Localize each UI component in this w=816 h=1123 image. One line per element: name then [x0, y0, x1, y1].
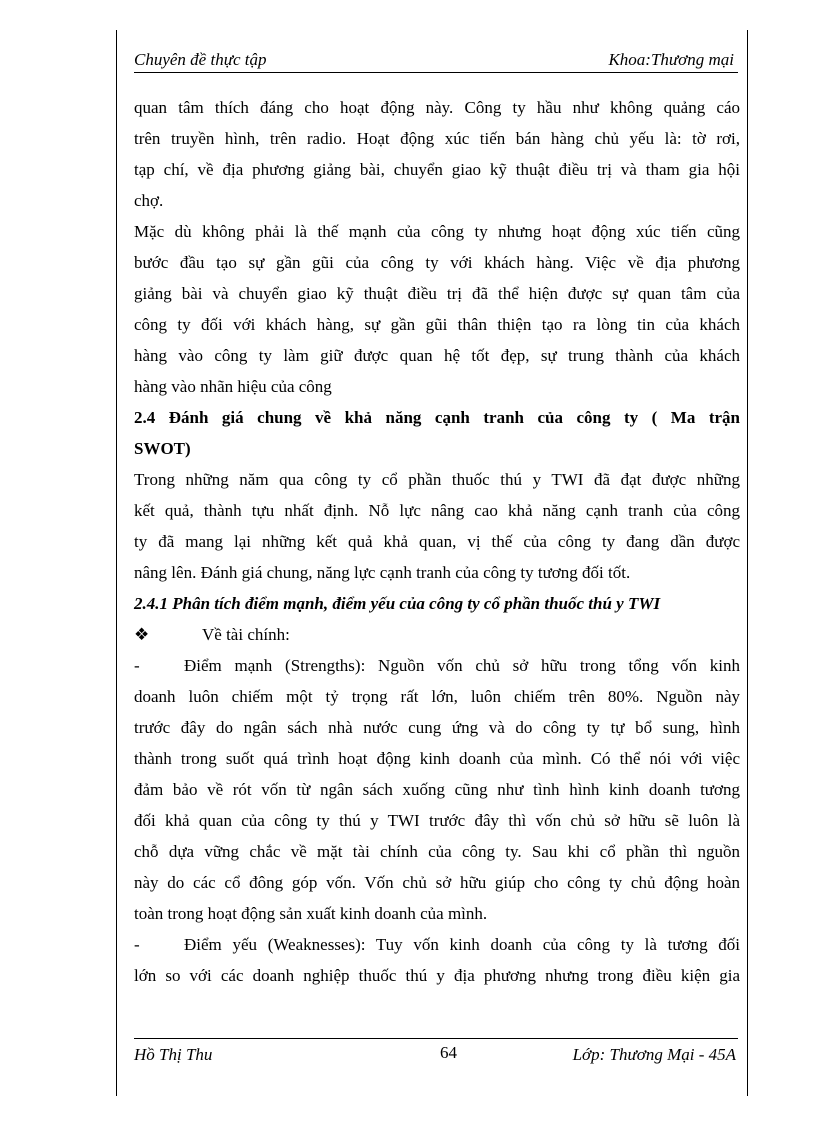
text-line: đối khả quan của công ty thú y TWI trước đây thì vốn chủ sở hữu sẽ luôn là [134, 811, 740, 830]
text-line: trước đây do ngân sách nhà nước cung ứng và do công ty tự bổ sung, hình [134, 718, 740, 737]
paragraph-strengths [134, 650, 740, 929]
text-line: kết quả, thành tựu nhất định. Nỗ lực nâng cao khả năng cạnh tranh của công [134, 501, 740, 520]
header-title: Chuyên đề thực tập [134, 50, 267, 69]
text-line: lớn so với các doanh nghiệp thuốc thú y địa phương nhưng trong điều kiện gia [134, 966, 740, 985]
paragraph-closeness [134, 216, 740, 402]
page-footer [134, 1038, 738, 1067]
text-line-content: Điểm yếu (Weaknesses): Tuy vốn kinh doanh của công ty là tương đối [184, 935, 740, 954]
text-line: giảng bài và chuyển giao kỹ thuật điều trị đã thể hiện được sự quan tâm của [134, 284, 740, 303]
text-line: Mặc dù không phải là thế mạnh của công ty nhưng hoạt động xúc tiến cũng [134, 222, 740, 241]
diamond-bullet-icon: ❖ [134, 625, 150, 644]
text-line: nâng lên. Đánh giá chung, năng lực cạnh tranh của công ty tương đối tốt. [134, 563, 631, 582]
text-line: này do các cổ đông góp vốn. Vốn chủ sở hữu giúp cho công ty chủ động hoàn [134, 873, 740, 892]
text-line: doanh luôn chiếm một tỷ trọng rất lớn, luôn chiếm trên 80%. Nguồn này [134, 687, 740, 706]
dash-marker: - [134, 935, 140, 954]
text-line: tạp chí, về địa phương giảng bài, chuyển giao kỹ thuật điều trị và tham gia hội [134, 160, 740, 179]
header-faculty: Khoa:Thương mại [608, 50, 734, 69]
text-line: hàng vào công ty làm giữ được quan hệ tốt đẹp, sự trung thành của khách [134, 346, 740, 365]
bullet-text: Về tài chính: [202, 625, 290, 644]
footer-author: Hồ Thị Thu [134, 1045, 213, 1064]
page-number: 64 [440, 1043, 457, 1062]
text-line: toàn trong hoạt động sản xuất kinh doanh của mình. [134, 904, 488, 923]
dash-marker: - [134, 656, 140, 675]
heading-line: SWOT) [134, 439, 191, 458]
text-line: ty đã mang lại những kết quả khả quan, vị thế của công ty đang dần được [134, 532, 740, 551]
text-line: quan tâm thích đáng cho hoạt động này. Công ty hầu như không quảng cáo [134, 98, 740, 117]
text-line [134, 929, 740, 960]
paragraph-evaluation [134, 464, 740, 588]
section-heading [134, 402, 740, 464]
text-line: trên truyền hình, trên radio. Hoạt động xúc tiến bán hàng chủ yếu là: tờ rơi, [134, 129, 740, 148]
text-line: công ty đối với khách hàng, sự gần gũi thân thiện tạo ra lòng tin của khách [134, 315, 740, 334]
heading-line: 2.4 Đánh giá chung về khả năng cạnh tranh của công ty ( Ma trận [134, 408, 740, 427]
text-line: hàng vào nhãn hiệu của công [134, 377, 332, 396]
text-line: thành trong suốt quá trình hoạt động kinh doanh của mình. Có thể nói với việc [134, 749, 740, 768]
text-line-content: Điểm mạnh (Strengths): Nguồn vốn chủ sở hữu trong tổng vốn kinh [184, 656, 740, 675]
page-header [134, 48, 738, 73]
text-line: đảm bảo về rót vốn từ ngân sách xuống cũng như tình hình kinh doanh tương [134, 780, 740, 799]
bullet-finance [134, 619, 740, 650]
subsection-heading: 2.4.1 Phân tích điểm mạnh, điểm yếu của công ty cổ phần thuốc thú y TWI [134, 594, 661, 613]
text-line [134, 650, 740, 681]
footer-class: Lớp: Thương Mại - 45A [572, 1045, 736, 1064]
text-line: chỗ dựa vững chắc về mặt tài chính của công ty. Sau khi cổ phần thì nguồn [134, 842, 740, 861]
document-body [134, 92, 740, 991]
text-line: chợ. [134, 191, 164, 210]
paragraph-weaknesses [134, 929, 740, 991]
text-line: bước đầu tạo sự gần gũi của công ty với khách hàng. Việc về địa phương [134, 253, 740, 272]
text-line: Trong những năm qua công ty cổ phần thuốc thú y TWI đã đạt được những [134, 470, 740, 489]
paragraph-promotion [134, 92, 740, 216]
